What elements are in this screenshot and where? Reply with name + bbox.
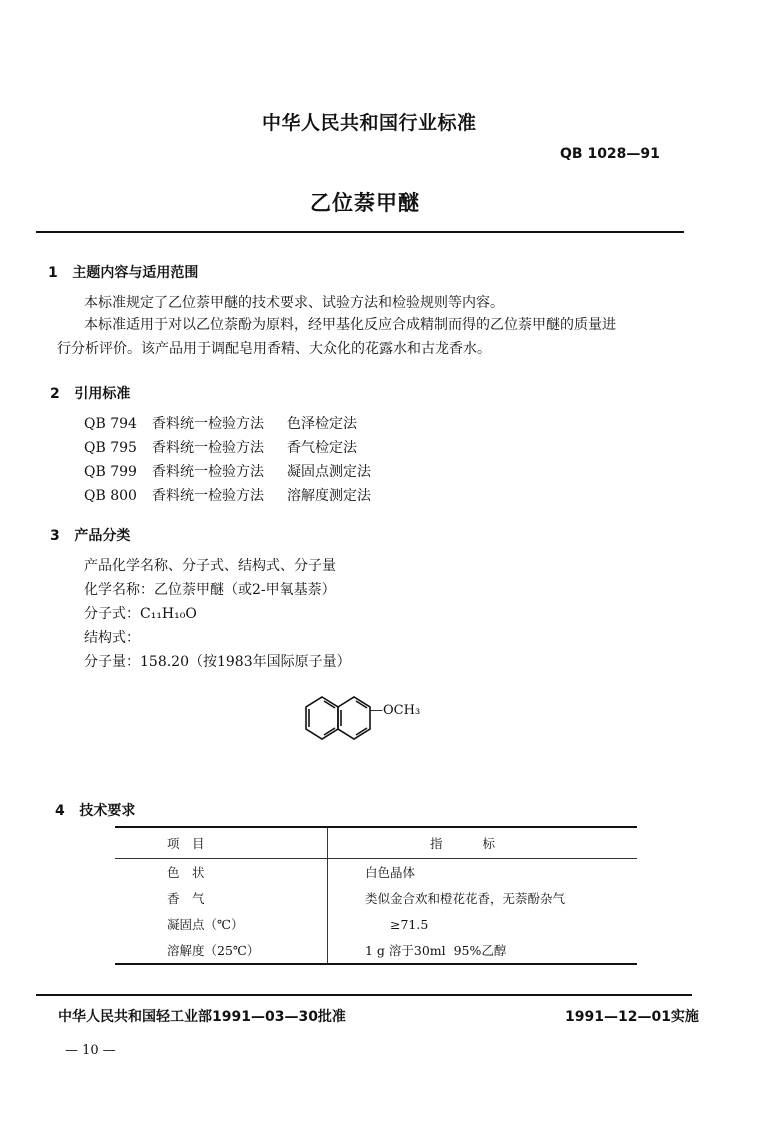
- section-1-paragraph-1: 本标准规定了乙位萘甲醚的技术要求、试验方法和检验规则等内容。: [84, 295, 504, 311]
- standard-code: QB 1028—91: [560, 146, 660, 162]
- approval-info: 中华人民共和国轻工业部1991—03—30批准: [58, 1009, 346, 1025]
- reference-item: [84, 413, 357, 433]
- reference-item: [84, 485, 371, 505]
- section-1-paragraph-2: 本标准适用于对以乙位萘酚为原料，经甲基化反应合成精制而得的乙位萘甲醚的质量进: [84, 317, 616, 333]
- molecular-weight: 分子量：158.20（按1983年国际原子量）: [84, 654, 351, 670]
- technical-requirements-table: [115, 826, 637, 965]
- reference-series: 香料统一检验方法: [152, 440, 264, 456]
- section-3-heading: [50, 525, 130, 545]
- standard-type: 中华人民共和国行业标准: [262, 112, 477, 134]
- classification-line: 产品化学名称、分子式、结构式、分子量: [84, 558, 336, 574]
- table-row: [115, 859, 637, 886]
- header-rule: [36, 231, 684, 233]
- reference-series: 香料统一检验方法: [152, 464, 264, 480]
- naphthalene-ring-icon: [298, 693, 378, 753]
- row-item: 色 状: [115, 859, 328, 886]
- methoxy-group-label: —OCH₃: [370, 703, 421, 718]
- section-title: 主题内容与适用范围: [72, 265, 199, 281]
- section-number: 4: [55, 803, 65, 819]
- reference-item: [84, 437, 357, 457]
- reference-item: [84, 461, 371, 481]
- row-item: 香 气: [115, 885, 328, 911]
- chemical-name: 化学名称：乙位萘甲醚（或2-甲氧基萘）: [84, 582, 336, 598]
- row-value: ≥71.5: [365, 917, 429, 932]
- row-item: 凝固点（℃）: [115, 911, 328, 937]
- row-item: 溶解度（25℃）: [115, 937, 328, 964]
- section-1-heading: [48, 262, 198, 282]
- reference-code: QB 799: [84, 464, 137, 480]
- section-title: 引用标准: [74, 386, 131, 402]
- molecular-formula: 分子式：C₁₁H₁₀O: [84, 606, 197, 622]
- reference-code: QB 794: [84, 416, 137, 432]
- table-row: [115, 937, 637, 964]
- reference-series: 香料统一检验方法: [152, 416, 264, 432]
- section-1-paragraph-2-cont: 行分析评价。该产品用于调配皂用香精、大众化的花露水和古龙香水。: [57, 341, 491, 357]
- section-4-heading: [55, 800, 135, 820]
- reference-series: 香料统一检验方法: [152, 488, 264, 504]
- row-value: 类似金合欢和橙花花香，无萘酚杂气: [365, 891, 566, 906]
- row-value: 白色晶体: [365, 865, 416, 880]
- table-header-row: [115, 827, 637, 859]
- reference-name: 色泽检定法: [287, 416, 357, 432]
- reference-code: QB 800: [84, 488, 137, 504]
- table-row: [115, 885, 637, 911]
- effective-date: 1991—12—01实施: [565, 1009, 699, 1025]
- section-2-heading: [50, 383, 130, 403]
- reference-name: 香气检定法: [287, 440, 357, 456]
- reference-name: 溶解度测定法: [287, 488, 371, 504]
- structural-formula-label: 结构式：: [84, 630, 140, 646]
- section-title: 技术要求: [79, 803, 136, 819]
- section-title: 产品分类: [74, 528, 131, 544]
- footer-rule: [36, 994, 692, 996]
- section-number: 2: [50, 386, 60, 402]
- document-title: 乙位萘甲醚: [310, 191, 420, 215]
- row-value: 1 g 溶于30ml 95%乙醇: [365, 943, 507, 958]
- page-number: — 10 —: [65, 1043, 116, 1058]
- section-number: 1: [48, 265, 58, 281]
- reference-name: 凝固点测定法: [287, 464, 371, 480]
- section-number: 3: [50, 528, 60, 544]
- structural-formula: [298, 693, 378, 757]
- reference-code: QB 795: [84, 440, 137, 456]
- column-header-item: 项 目: [115, 827, 328, 859]
- column-header-indicator: 指标: [328, 827, 638, 859]
- table-row: [115, 911, 637, 937]
